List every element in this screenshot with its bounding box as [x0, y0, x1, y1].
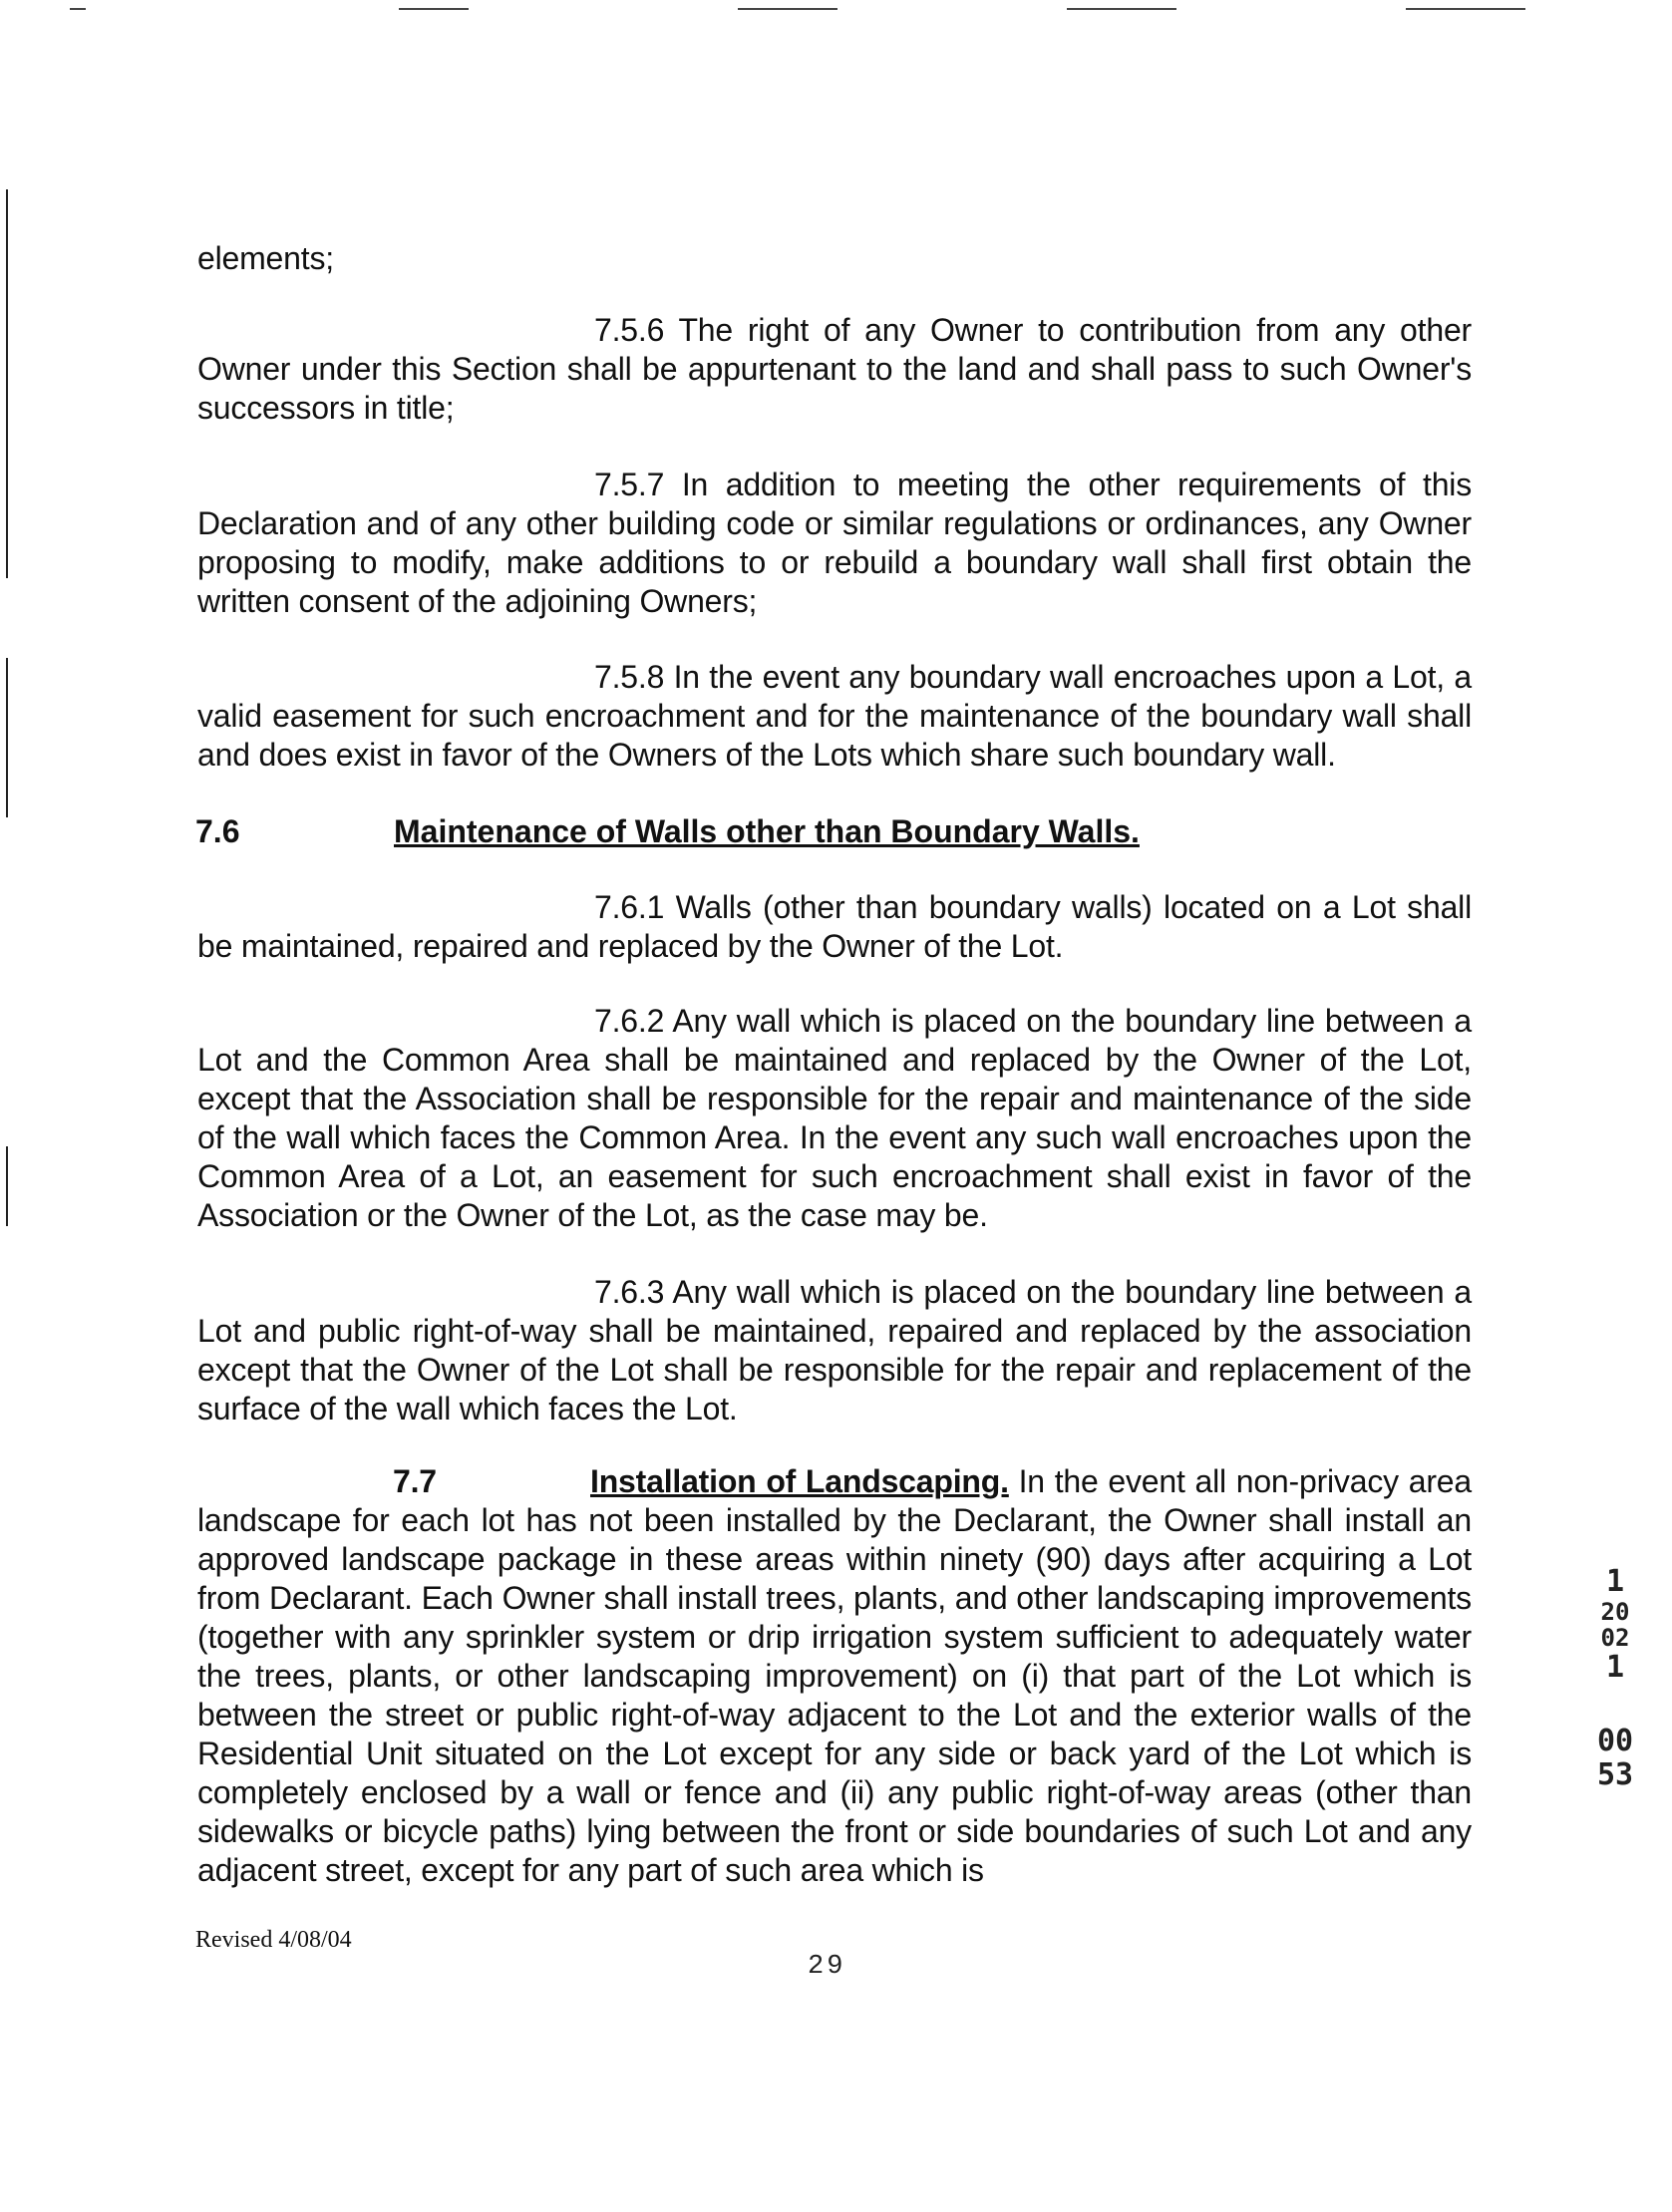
heading-number: 7.6: [195, 813, 240, 849]
stamp-bottom: 0053: [1596, 1724, 1634, 1792]
paragraph-7-6-2: 7.6.2 Any wall which is placed on the boundary line between a Lot and the Common Area shall be maintained and replaced by the Owner of the Lot, except that the Association shall be responsible for the repair and maintenance of the side of the wall which faces the Common Area. In the event any such wall encroaches upon the Common Area of a Lot, an easement for such encroachment shall exist in favor of the Association or the Owner of the Lot, as the case may be.: [197, 1003, 1472, 1233]
scan-top-rule-5: [1406, 8, 1525, 10]
scan-left-mark-1: [6, 189, 8, 578]
scan-top-rule-4: [1067, 8, 1176, 10]
paragraph-7-5-7: 7.5.7 In addition to meeting the other requirements of this Declaration and of any other building code or similar regulations or ordinances, any Owner proposing to modify, make additions to or rebuild a boundary wall shall first obtain the written consent of the adjoining Owners;: [197, 467, 1472, 619]
scan-left-mark-2: [6, 658, 8, 817]
paragraph-7-7-body: In the event all non-privacy area landscape for each lot has not been installed by the Declarant, the Owner shall install an approved landscape package in these areas within ninety (90) days after acquiring a Lot from Declarant. Each Owner shall install trees, plants, and other landscaping improvements (together with any sprinkler system or drip irrigation system sufficient to adequately water the trees, plants, or other landscaping improvement) on (i) that part of the Lot which is between the street or public right-of-way adjacent to the Lot and the exterior walls of the Residential Unit situated on the Lot except for any side or back yard of the Lot which is completely enclosed by a wall or fence and (ii) any public right-of-way areas (other than sidewalks or bicycle paths) lying between the front or side boundaries of such Lot and any adjacent street, except for any part of such area which is: [197, 1463, 1472, 1888]
scan-left-mark-3: [6, 1146, 8, 1226]
scan-top-rule-3: [738, 8, 837, 10]
scan-top-rule-1: [70, 8, 86, 10]
revision-date: Revised 4/08/04: [195, 1927, 352, 1953]
paragraph-7-5-6: 7.5.6 The right of any Owner to contribution from any other Owner under this Section shall be appurtenant to the land and shall pass to such Owner's successors in title;: [197, 312, 1472, 426]
paragraph-elements: elements;: [197, 240, 334, 276]
stamp-mark: 1: [1605, 1650, 1625, 1685]
paragraph-7-7: [197, 1462, 1472, 1890]
stamp-top: 1: [1605, 1564, 1625, 1599]
stamp-middle: 2002: [1600, 1598, 1630, 1652]
heading-title: Maintenance of Walls other than Boundary Walls.: [394, 813, 1140, 849]
heading-number-7-7: 7.7: [393, 1463, 437, 1499]
page-number: 29: [808, 1952, 846, 1982]
paragraph-7-6-1: 7.6.1 Walls (other than boundary walls) located on a Lot shall be maintained, repaired and replaced by the Owner of the Lot.: [197, 889, 1472, 964]
scan-top-rule-2: [399, 8, 469, 10]
paragraph-7-5-8: 7.5.8 In the event any boundary wall encroaches upon a Lot, a valid easement for such encroachment and for the maintenance of the boundary wall shall and does exist in favor of the Owners of the Lots which share such boundary wall.: [197, 659, 1472, 773]
paragraph-7-6-3: 7.6.3 Any wall which is placed on the boundary line between a Lot and public right-of-way shall be maintained, repaired and replaced by the association except that the Owner of the Lot shall be responsible for the repair and replacement of the surface of the wall which faces the Lot.: [197, 1274, 1472, 1426]
recording-stamp: [1595, 1565, 1635, 1792]
heading-title-7-7: Installation of Landscaping.: [590, 1463, 1009, 1499]
